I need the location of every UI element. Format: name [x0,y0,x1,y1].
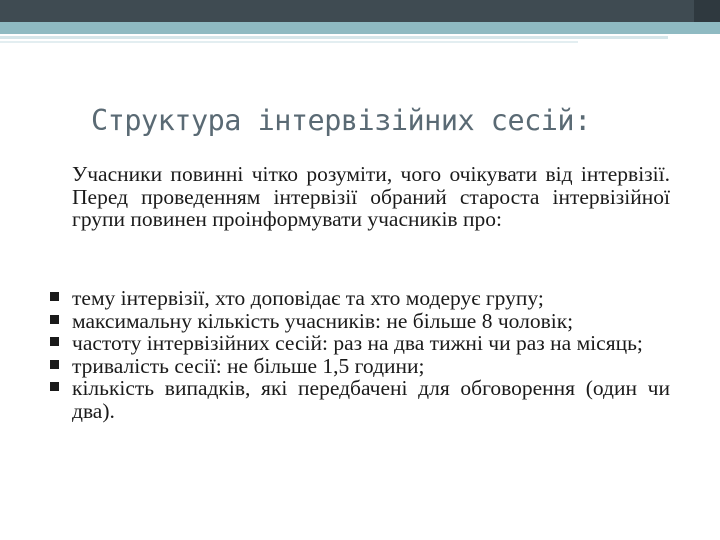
slide-title: Структура інтервізійних сесій: [91,104,591,137]
square-bullet-icon [50,315,59,324]
list-item [46,287,670,310]
square-bullet-icon [50,292,59,301]
list-item-text: кількість випадків, які передбачені для обговорення (один чи два). [72,376,670,423]
header-bar [0,0,720,22]
square-bullet-icon [50,337,59,346]
square-bullet-icon [50,382,59,391]
decorative-line-short [0,41,578,43]
list-item [46,377,670,422]
square-bullet-icon [50,360,59,369]
intro-paragraph: Учасники повинні чітко розуміти, чого очікувати від інтервізії. Перед проведенням інтервізії обраний староста інтервізійної групи повинен проінформувати учасників про: [72,162,670,231]
list-item [46,332,670,355]
list-item [46,355,670,378]
decorative-line [0,36,668,39]
header-bar-corner [694,0,720,22]
bullet-list [46,287,670,422]
list-item-text: частоту інтервізійних сесій: раз на два тижні чи раз на місяць; [72,331,643,355]
list-item-text: максимальну кількість учасників: не більше 8 чоловік; [72,308,574,333]
list-item-text: тривалість сесії: не більше 1,5 години; [72,353,425,378]
accent-strip [0,22,720,34]
list-item [46,310,670,333]
list-item-text: тему інтервізії, хто доповідає та хто модерує групу; [72,286,544,310]
